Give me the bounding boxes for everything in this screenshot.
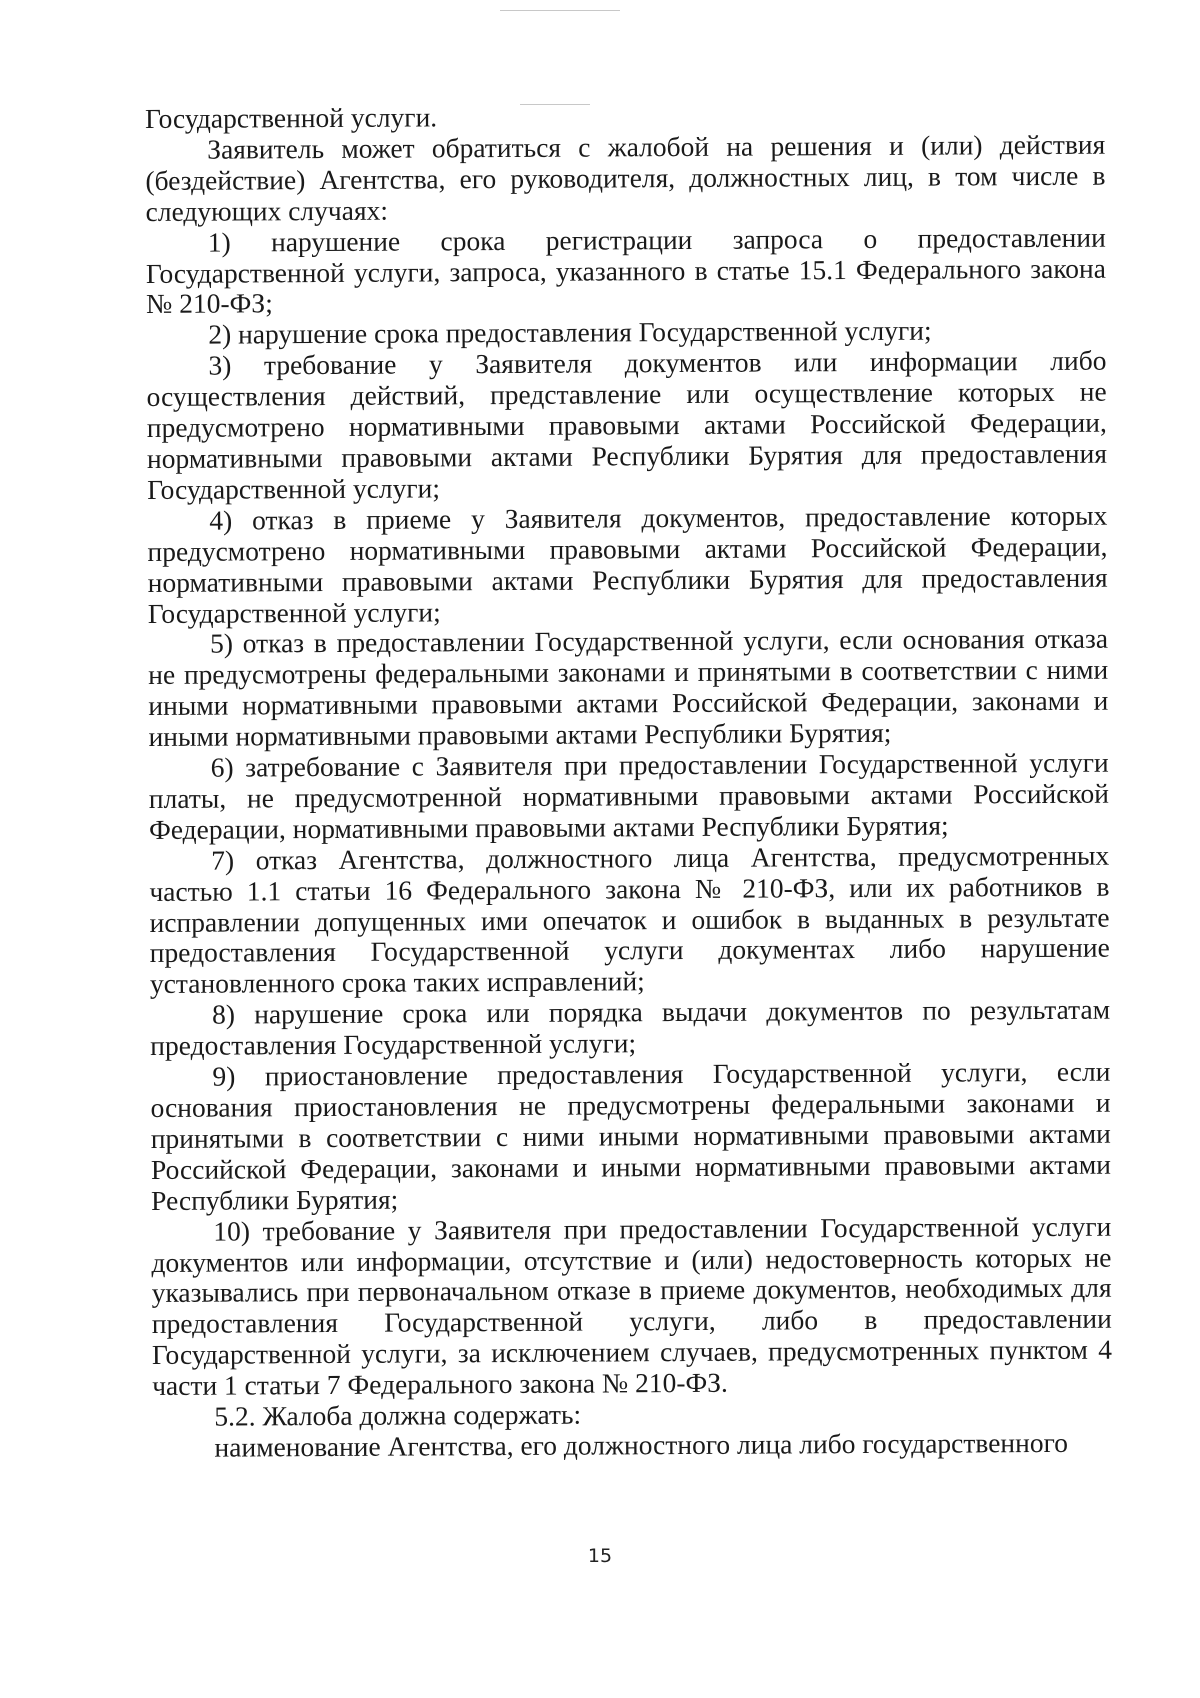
page-number: 15 [587, 1545, 613, 1567]
list-item: 9) приостановление предоставления Государственной услуги, если основания приостановления не предусмотрены федеральными законами и принятыми в соответствии с ними иными нормативными правовыми актами Российской Федерации, законами и иными нормативными правовыми актами Республики Бурятия; [150, 1055, 1112, 1216]
list-item: 5) отказ в предоставлении Государственной услуги, если основания отказа не предусмотрены федеральными законами и принятыми в соответствии с ними иными нормативными правовыми актами Российской Федерации, законами и иными нормативными правовыми актами Республики Бурятия; [148, 623, 1109, 753]
paragraph: наименование Агентства, его должностного лица либо государственного [214, 1426, 1068, 1463]
paragraph: Государственной услуги. [144, 101, 438, 134]
list-item: 2) нарушение срока предоставления Государственной услуги; [208, 314, 932, 350]
section-heading: 5.2. Жалоба должна содержать: [214, 1398, 582, 1432]
document-body [145, 99, 1113, 1464]
list-item: 4) отказ в приеме у Заявителя документов, предоставление которых предусмотрено нормативными правовыми актами Российской Федерации, нормативными правовыми актами Республики Бурятия для предоставления Государственной услуги; [147, 499, 1108, 629]
list-item: 7) отказ Агентства, должностного лица Агентства, предусмотренных частью 1.1 статьи 16 Федерального закона № 210-ФЗ, или их работников в исправлении допущенных ими опечаток и ошибок в выданных в результате предоставления Государственной услуги документах либо нарушение установленного срока таких исправлений; [149, 839, 1110, 1000]
scan-artifact [500, 10, 620, 11]
list-item: 3) требование у Заявителя документов или информации либо осуществления действий, представление или осуществление которых не предусмотрено нормативными правовыми актами Российской Федерации, нормативными правовыми актами Республики Бурятия для предоставления Государственной услуги; [146, 344, 1108, 505]
paragraph: Заявитель может обратиться с жалобой на решения и (или) действия (бездействие) Агентства, его руководителя, должностных лиц, в том числе в следующих случаях: [145, 128, 1106, 227]
list-item: 10) требование у Заявителя при предоставлении Государственной услуги документов или информации, отсутствие и (или) недостоверность которых не указывались при первоначальном отказе в приеме документов, необходимых для предоставления Государственной услуги, либо в предоставлении Государственной услуги, за исключением случаев, предусмотренных пунктом 4 части 1 статьи 7 Федерального закона № 210-ФЗ. [151, 1210, 1113, 1402]
list-item: 1) нарушение срока регистрации запроса о предоставлении Государственной услуги, запроса, указанного в статье 15.1 Федерального закона № 210-ФЗ; [145, 221, 1107, 320]
list-item: 8) нарушение срока или порядка выдачи документов по результатам предоставления Государственной услуги; [150, 993, 1111, 1062]
list-item: 6) затребование с Заявителя при предоставлении Государственной услуги платы, не предусмотренной нормативными правовыми актами Российской Федерации, нормативными правовыми актами Республики Бурятия; [148, 746, 1109, 845]
